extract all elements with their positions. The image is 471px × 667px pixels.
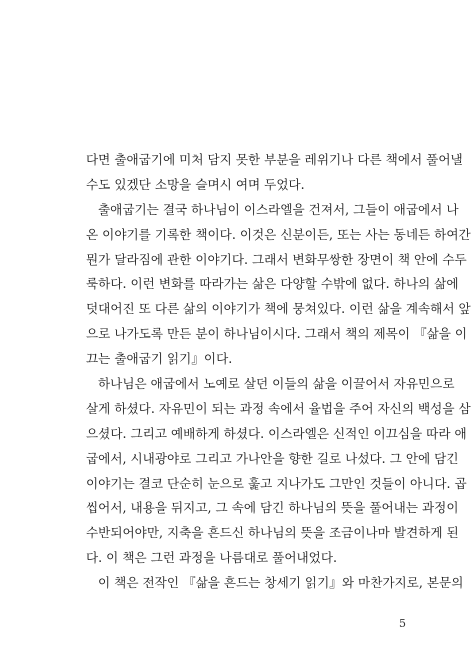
text-line: 다면 출애굽기에 미처 담지 못한 부분을 레위기나 다른 책에서 풀어낼: [86, 152, 463, 167]
text-line: 하나님은 애굽에서 노예로 살던 이들의 삶을 이끌어서 자유민으로: [98, 376, 455, 392]
page-number: 5: [399, 617, 406, 630]
text-line: 뭔가 달라짐에 관한 이야기다. 그래서 변화무쌍한 장면이 책 안에 수두: [86, 251, 467, 267]
text-line: 온 이야기를 기록한 책이다. 이것은 신분이든, 또는 사는 동네든 하여간: [86, 226, 471, 242]
text-line: 씹어서, 내용을 뒤지고, 그 속에 담긴 하나님의 뜻을 풀어내는 과정이: [86, 500, 459, 516]
paragraph: [86, 372, 471, 571]
paragraph: [86, 571, 464, 596]
body-text: [86, 148, 471, 596]
text-line: 수도 있겠단 소망을 슬며시 여며 두었다.: [86, 176, 305, 192]
text-line: 이 책은 전작인 『삶을 흔드는 창세기 읽기』와 마찬가지로, 본문의: [98, 575, 464, 591]
text-line: 끄는 출애굽기 읽기』이다.: [86, 351, 233, 367]
text-line: 이야기는 결코 단순히 눈으로 훑고 지나가도 그만인 것들이 아니다. 곱: [86, 475, 467, 491]
text-line: 출애굽기는 결국 하나님이 이스라엘을 건져서, 그들이 애굽에서 나: [98, 201, 459, 217]
text-line: 살게 하셨다. 자유민이 되는 과정 속에서 율법을 주어 자신의 백성을 삼: [86, 400, 471, 416]
text-line: 으로 나가도록 만든 분이 하나님이시다. 그래서 책의 제목이 『삶을 이: [86, 326, 468, 342]
text-line: 덧대어진 또 다른 삶의 이야기가 책에 뭉쳐있다. 이런 삶을 계속해서 앞: [86, 301, 471, 317]
text-line: 다. 이 책은 그런 과정을 나름대로 풀어내었다.: [86, 550, 338, 566]
paragraph: [86, 148, 463, 198]
text-line: 으셨다. 그리고 예배하게 하셨다. 이스라엘은 신적인 이끄심을 따라 애: [86, 425, 467, 441]
text-line: 굽에서, 시내광야로 그리고 가나안을 향한 길로 나섰다. 그 안에 담긴: [86, 450, 459, 466]
paragraph: [86, 198, 471, 372]
text-line: 룩하다. 이런 변화를 따라가는 삶은 다양할 수밖에 없다. 하나의 삶에: [86, 276, 459, 292]
text-line: 수반되어야만, 지축을 흔드신 하나님의 뜻을 조금이나마 발견하게 된: [86, 525, 459, 541]
